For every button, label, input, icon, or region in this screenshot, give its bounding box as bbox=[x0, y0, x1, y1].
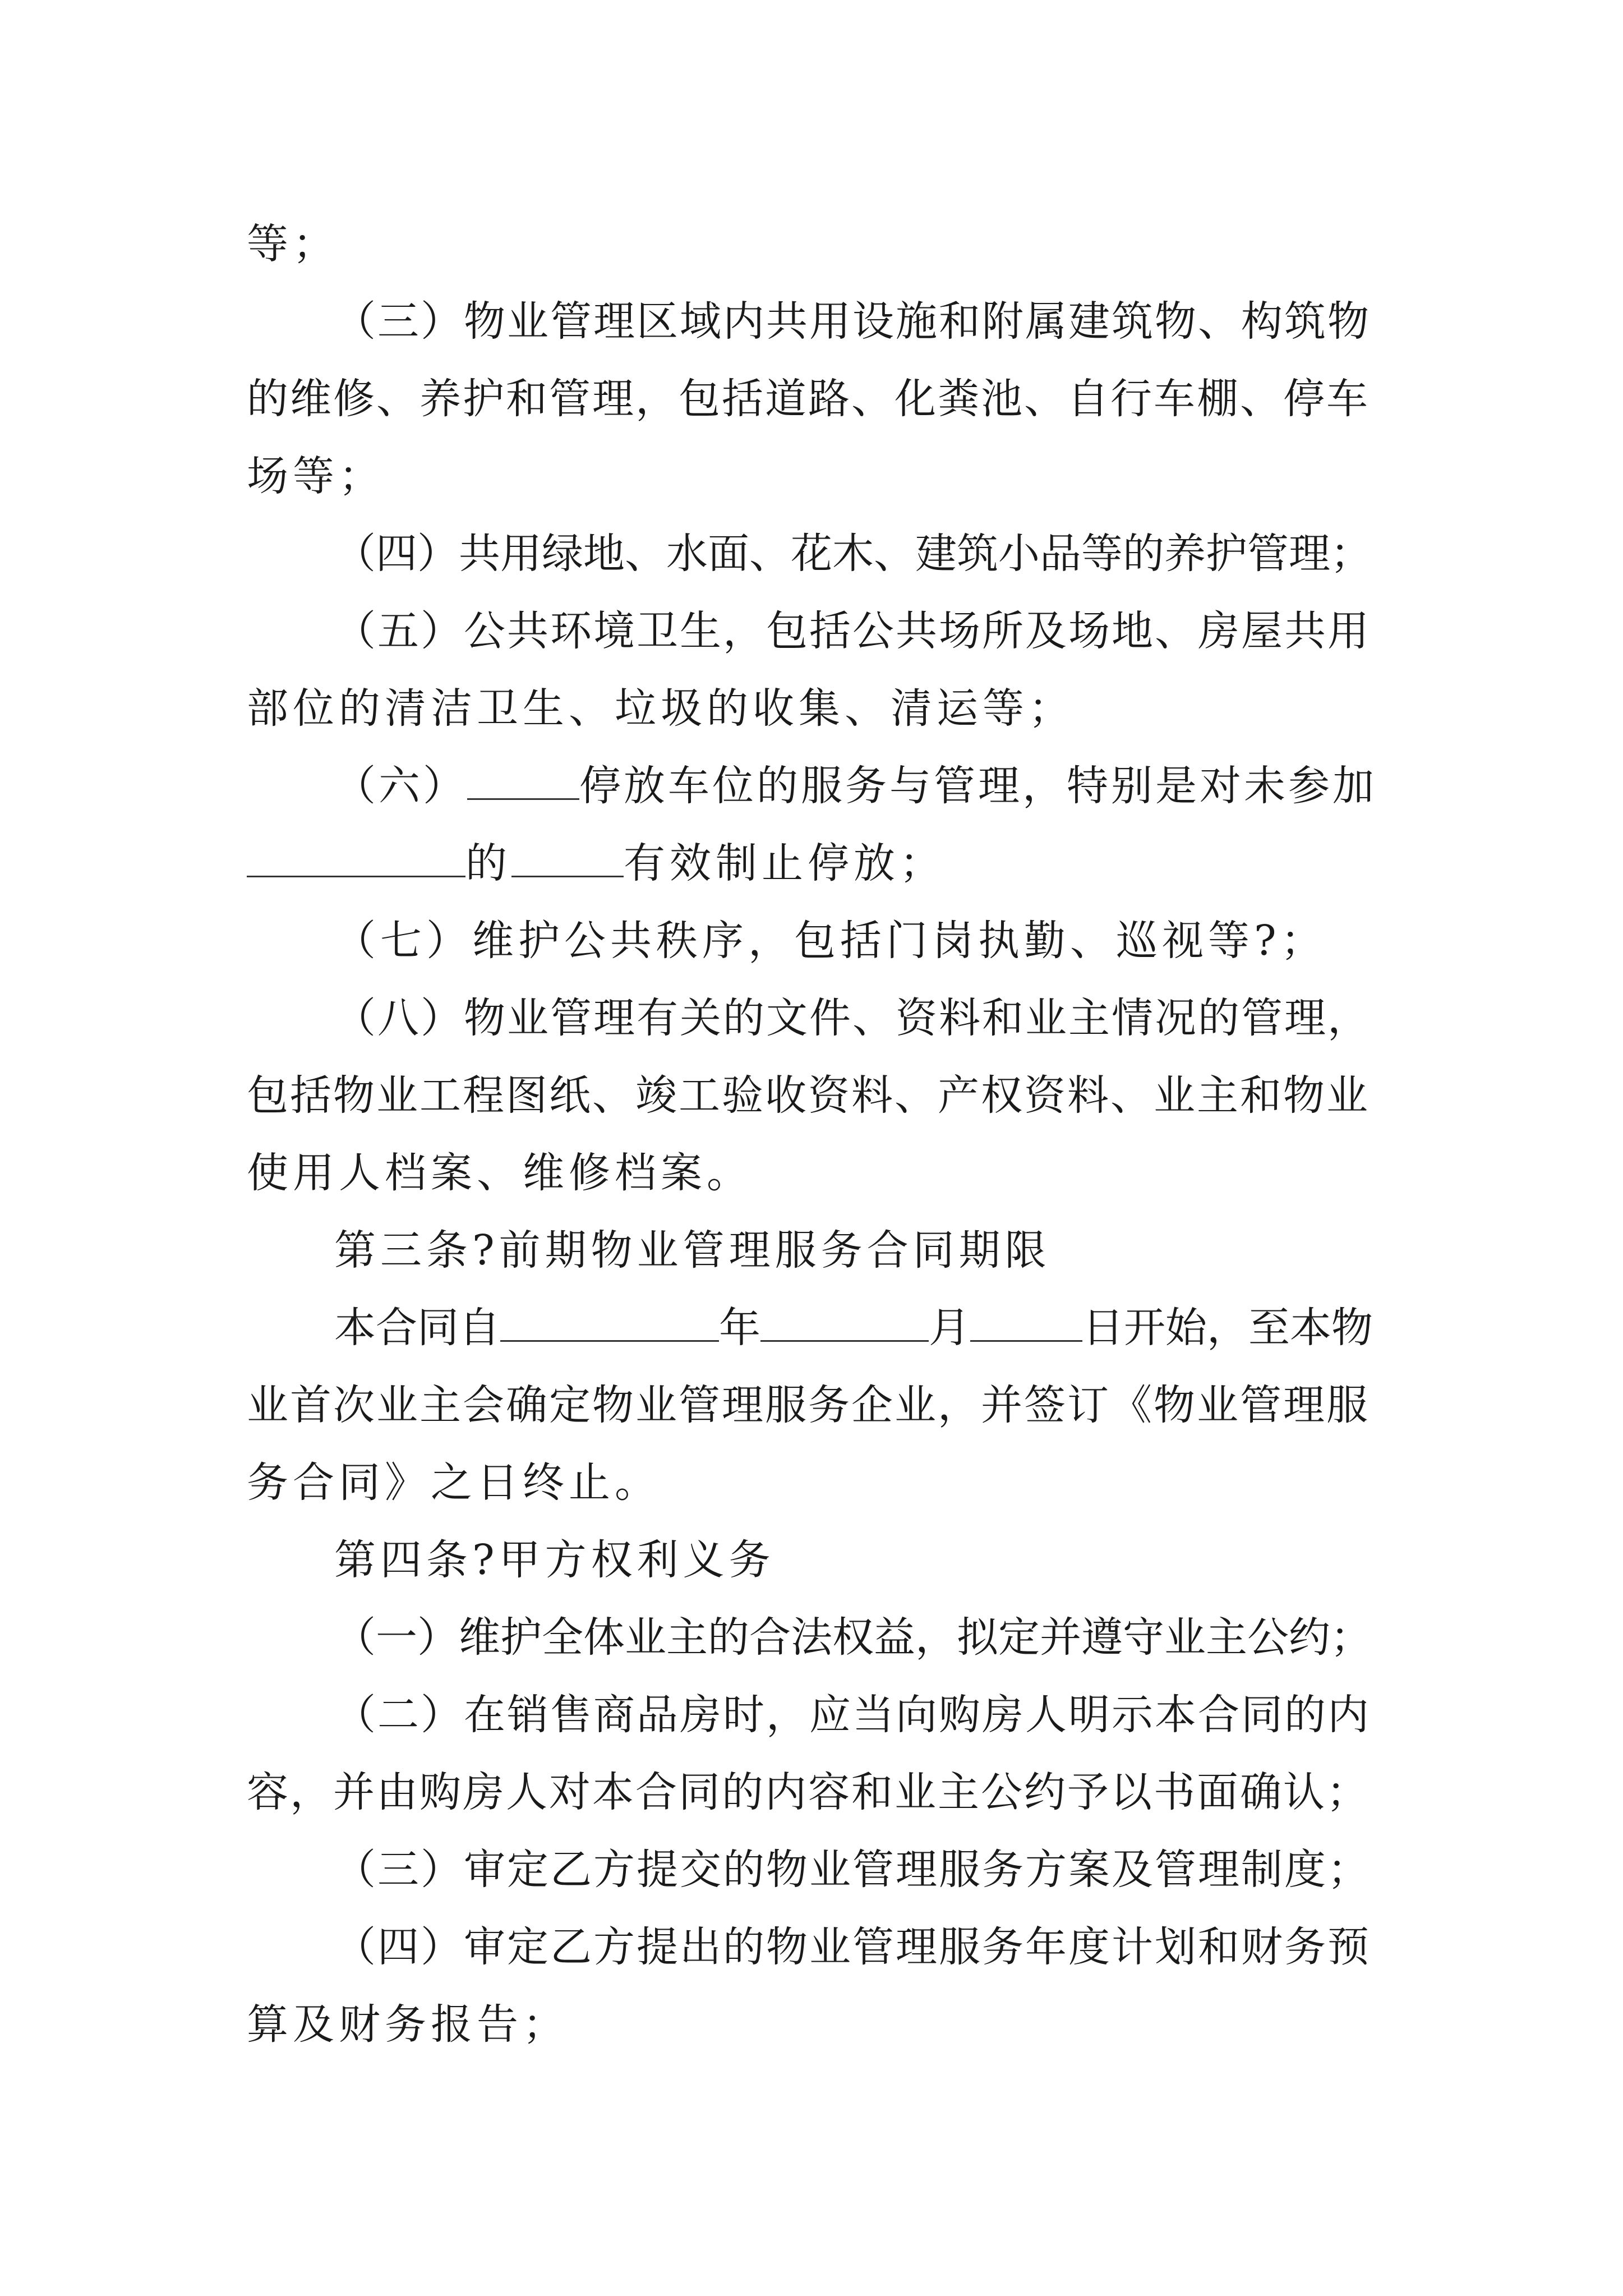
text-fragment: 年 bbox=[719, 1304, 760, 1352]
section-heading: 第四条?甲方权利义务 bbox=[334, 1536, 775, 1584]
text-line bbox=[334, 758, 1377, 814]
text-line: （五）公共环境卫生，包括公共场所及场地、房屋共用 bbox=[334, 607, 1371, 655]
text-line bbox=[247, 835, 946, 891]
text-fragment: 日开始，至本物 bbox=[1082, 1304, 1373, 1352]
text-fragment: 停放车位的服务与管理，特别是对未参加 bbox=[579, 762, 1377, 810]
text-line: 场等； bbox=[247, 452, 385, 500]
text-line: （四）审定乙方提出的物业管理服务年度计划和财务预 bbox=[334, 1923, 1371, 1971]
text-line: （八）物业管理有关的文件、资料和业主情况的管理， bbox=[334, 994, 1371, 1042]
blank-field bbox=[511, 839, 624, 877]
text-line: （四）共用绿地、水面、花木、建筑小品等的养护管理； bbox=[334, 530, 1372, 578]
text-line: 业首次业主会确定物业管理服务企业，并签订《物业管理服 bbox=[247, 1381, 1370, 1429]
text-fragment: 月 bbox=[929, 1304, 970, 1352]
text-fragment: 本合同自 bbox=[334, 1304, 500, 1352]
text-line: 务合同》之日终止。 bbox=[247, 1458, 661, 1507]
item-label: （六） bbox=[334, 762, 467, 810]
text-line: （七）维护公共秩序，包括门岗执勤、巡视等?； bbox=[334, 917, 1327, 965]
text-line: 包括物业工程图纸、竣工验收资料、产权资料、业主和物业 bbox=[247, 1071, 1370, 1120]
text-line: 使用人档案、维修档案。 bbox=[247, 1149, 753, 1197]
text-line: （三）审定乙方提交的物业管理服务方案及管理制度； bbox=[334, 1846, 1371, 1894]
text-fragment: 有效制止停放； bbox=[624, 839, 946, 887]
text-line: （一）维护全体业主的合法权益，拟定并遵守业主公约； bbox=[334, 1613, 1372, 1662]
text-line: 算及财务报告； bbox=[247, 2000, 569, 2049]
text-line: 等； bbox=[247, 220, 339, 268]
text-line: 部位的清洁卫生、垃圾的收集、清运等； bbox=[247, 684, 1075, 733]
text-fragment: 的 bbox=[465, 839, 511, 887]
section-heading: 第三条?前期物业管理服务合同期限 bbox=[334, 1226, 1051, 1274]
text-line: 的维修、养护和管理，包括道路、化粪池、自行车棚、停车 bbox=[247, 375, 1370, 423]
text-line bbox=[334, 1300, 1373, 1356]
blank-field bbox=[760, 1303, 929, 1342]
blank-field bbox=[467, 761, 579, 800]
text-line: （三）物业管理区域内共用设施和附属建筑物、构筑物 bbox=[334, 297, 1371, 346]
blank-field bbox=[247, 839, 465, 877]
blank-field bbox=[970, 1303, 1082, 1342]
text-line: （二）在销售商品房时，应当向购房人明示本合同的内 bbox=[334, 1691, 1371, 1739]
blank-field bbox=[500, 1303, 719, 1342]
text-line: 容，并由购房人对本合同的内容和业主公约予以书面确认； bbox=[247, 1768, 1370, 1816]
